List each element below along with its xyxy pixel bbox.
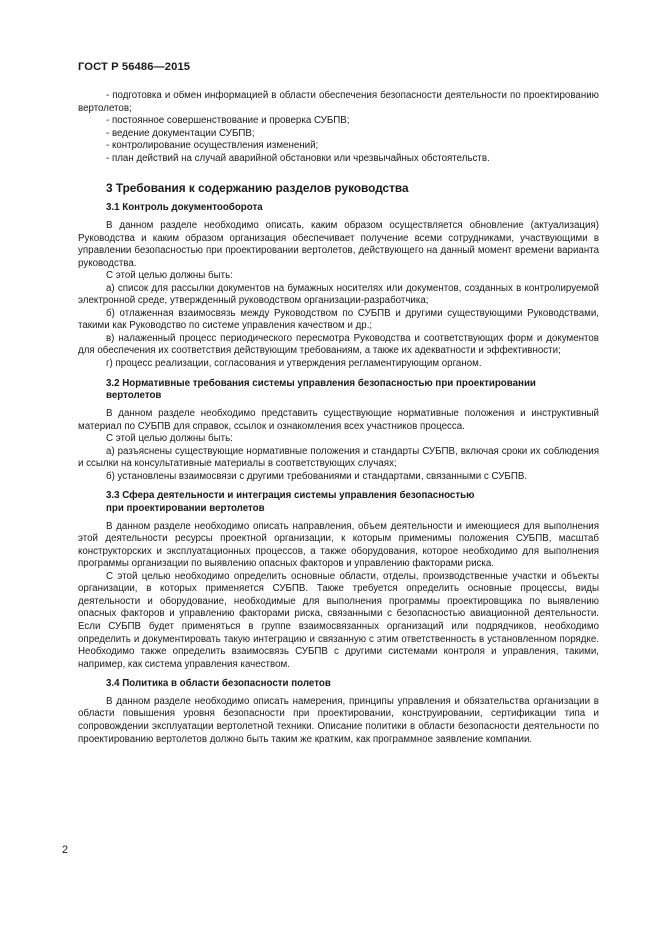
paragraph: В данном разделе необходимо описать, каким образом осуществляется обновление (актуализация) Руководства и каким образом организация обеспечивает получение всеми сотрудниками, участвующими в управлении безопасностью при проектировании вертолетов, действующего на данный момент времени варианта руководства. — [78, 219, 599, 269]
heading-line: 3.3 Сфера деятельности и интеграция системы управления безопасностью — [106, 490, 475, 502]
standard-header: ГОСТ Р 56486—2015 — [78, 61, 191, 73]
list-item: г) процесс реализации, согласования и утверждения регламентирующим органом. — [106, 358, 482, 369]
paragraph: С этой целью должны быть: — [106, 433, 233, 445]
section-heading: 3 Требования к содержанию разделов руководства — [106, 181, 409, 196]
list-item: а) разъяснены существующие нормативные положения и стандарты СУБПВ, включая сроки их соблюдения и ссылки на консультативные материалы в соответствующих случаях; — [78, 445, 599, 470]
list-item: а) список для рассылки документов на бумажных носителях или документов, созданных в контролируемой электронной среде, утвержденный руководством организации-разработчика; — [78, 282, 599, 307]
list-item: - подготовка и обмен информацией в области обеспечения безопасности деятельности по проектированию вертолетов; — [78, 90, 599, 114]
list-item: в) налаженный процесс периодического пересмотра Руководства и соответствующих форм и документов для обеспечения их соответствия действующим требованиям, а также их адекватности и эффективности; — [78, 332, 599, 357]
list-item: - ведение документации СУБПВ; — [106, 127, 255, 139]
paragraph: В данном разделе необходимо описать намерения, принципы управления и обязательства организации в области повышения уровня безопасности при проектировании, конструировании, сертификации типа и сопровождении эксплуатации вертолетной техники. Описание политики в области безопасности деятельности по проектированию вертолетов должно быть таким же кратким, как программное заявление компании. — [78, 695, 599, 745]
list-item: - постоянное совершенствование и проверка СУБПВ; — [106, 115, 350, 127]
subsection-heading: 3.1 Контроль документооборота — [106, 202, 263, 214]
paragraph: В данном разделе необходимо описать направления, объем деятельности и имеющиеся для выполнения этой деятельности ресурсы проектной организации, к которым применимы положения СУБПВ, масштаб конструкторских и эксплуатационных процессов, а также оборудования, которое необходимо для выполнения программы организации по выявлению опасных факторов и управлению факторами риска. — [78, 520, 599, 570]
subsection-heading: 3.4 Политика в области безопасности полетов — [106, 678, 331, 690]
paragraph: В данном разделе необходимо представить существующие нормативные положения и инструктивный материал по СУБПВ для справок, ссылок и ознакомления всех участников процесса. — [78, 407, 599, 432]
heading-line: вертолетов — [106, 390, 162, 402]
list-item: - план действий на случай аварийной обстановки или чрезвычайных обстоятельств. — [106, 152, 490, 164]
paragraph: С этой целью должны быть: — [106, 270, 233, 282]
heading-line: при проектировании вертолетов — [106, 502, 265, 514]
paragraph: С этой целью необходимо определить основные области, отделы, производственные участки и объекты организации, в которых применяется СУБПВ. Также требуется определить основные процессы, виды деятельности и оборудование, необходимые для выполнения программы проектировщика по выявлению опасных факторов и управлению факторами риска, связанными с безопасностью авиационной деятельности. Если СУБПВ будет применяться в группе взаимосвязанных организаций или подрядчиков, необходимо определить и документировать такую интеграцию и связанную с этим ответственность в установленном порядке. Необходимо также определить взаимосвязь СУБПВ с другими системами контроля и управления, такими, например, как система управления качеством. — [78, 570, 599, 670]
page-number: 2 — [62, 844, 69, 856]
subsection-heading — [78, 490, 599, 515]
document-body — [78, 90, 599, 746]
list-item: б) отлаженная взаимосвязь между Руководством по СУБПВ и другими существующими Руководствами, такими как Руководство по системе управления качеством и др.; — [78, 307, 599, 332]
heading-line: 3.2 Нормативные требования системы управления безопасностью при проектировании — [106, 377, 536, 389]
list-item: - контролирование осуществления изменений; — [106, 140, 319, 152]
subsection-heading — [78, 378, 599, 403]
list-item: б) установлены взаимосвязи с другими требованиями и стандартами, связанными с СУБПВ. — [106, 470, 528, 482]
